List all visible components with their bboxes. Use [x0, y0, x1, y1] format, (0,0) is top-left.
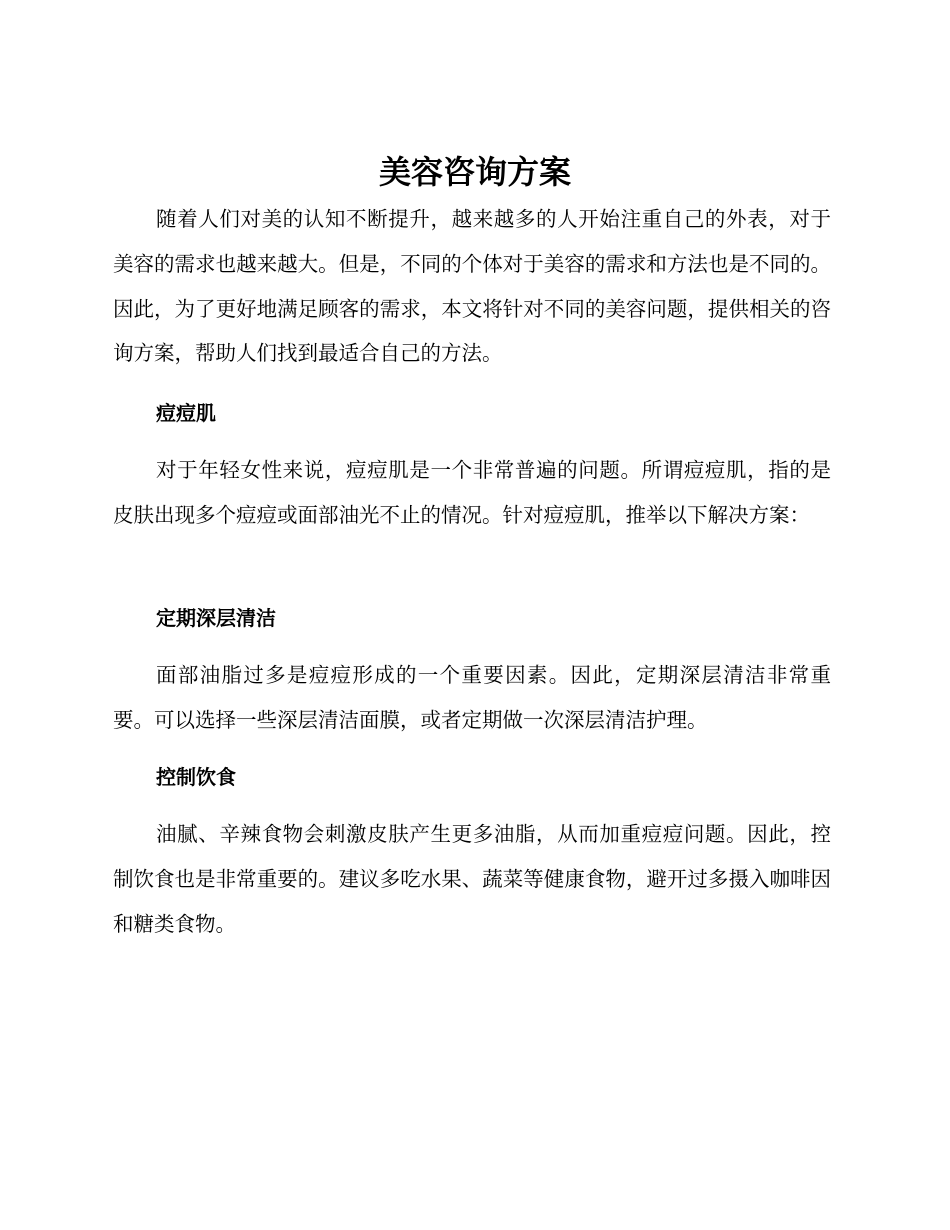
section-body-deep-cleansing: 面部油脂过多是痘痘形成的一个重要因素。因此，定期深层清洁非常重要。可以选择一些深层清洁面膜，或者定期做一次深层清洁护理。: [113, 663, 831, 732]
section-heading-acne-skin: 痘痘肌: [156, 401, 216, 425]
section-heading-diet-control: 控制饮食: [156, 765, 236, 789]
page-title: 美容咨询方案: [378, 153, 571, 191]
section-body-diet-control: 油腻、辛辣食物会刺激皮肤产生更多油脂，从而加重痘痘问题。因此，控制饮食也是非常重要的。建议多吃水果、蔬菜等健康食物，避开过多摄入咖啡因和糖类食物。: [113, 822, 831, 936]
intro-paragraph: 随着人们对美的认知不断提升，越来越多的人开始注重自己的外表，对于美容的需求也越来越大。但是，不同的个体对于美容的需求和方法也是不同的。因此，为了更好地满足顾客的需求，本文将针对不同的美容问题，提供相关的咨询方案，帮助人们找到最适合自己的方法。: [113, 207, 831, 366]
section-body-acne-skin: 对于年轻女性来说，痘痘肌是一个非常普遍的问题。所谓痘痘肌，指的是皮肤出现多个痘痘或面部油光不止的情况。针对痘痘肌，推举以下解决方案：: [113, 458, 831, 527]
section-heading-deep-cleansing: 定期深层清洁: [156, 606, 276, 630]
